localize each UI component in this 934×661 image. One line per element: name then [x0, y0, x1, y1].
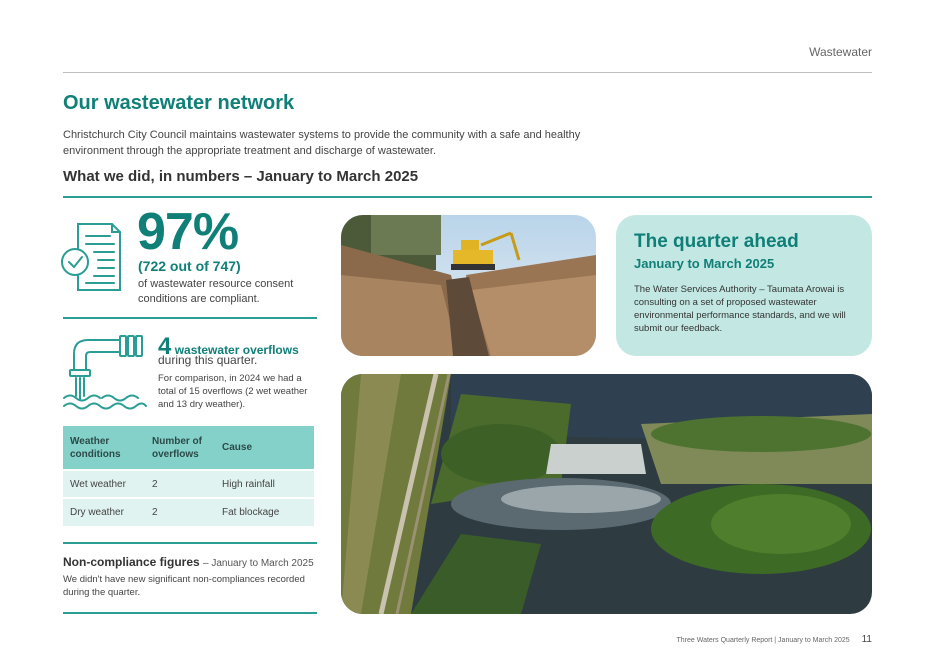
pipe-overflow-icon: [62, 330, 148, 412]
overflow-table: [63, 426, 314, 526]
non-compliance-divider-bottom: [63, 612, 317, 614]
overflow-period: during this quarter.: [158, 353, 258, 367]
intro-text: Christchurch City Council maintains wastewater systems to provide the community with a safe and healthy environment through the appropriate treatment and discharge of wastewater.: [63, 129, 581, 157]
numbers-heading: What we did, in numbers – January to March 2025: [63, 168, 419, 185]
table-header: Number of overflows: [145, 426, 215, 470]
non-compliance-divider-top: [63, 542, 317, 544]
footer-report: Three Waters Quarterly Report | January to March 2025: [676, 637, 850, 644]
quarter-ahead-title: The quarter ahead: [634, 231, 799, 252]
page-title: Our wastewater network: [63, 92, 295, 114]
aerial-weir-photo: [341, 374, 872, 614]
compliance-fraction: (722 out of 747): [138, 258, 241, 274]
non-compliance-body: We didn't have new significant non-compliances recorded during the quarter.: [63, 574, 305, 598]
table-cell: Dry weather: [63, 498, 145, 526]
table-cell: High rainfall: [215, 470, 314, 498]
overflow-comparison: For comparison, in 2024 we had a total of 15 overflows (2 wet weather and 13 dry weather).: [158, 373, 308, 410]
non-compliance-title: Non-compliance figures: [63, 555, 200, 569]
table-row: [63, 498, 314, 526]
quarter-ahead-card: [616, 215, 872, 356]
overflow-label: wastewater overflows: [174, 343, 299, 357]
non-compliance-period: – January to March 2025: [203, 558, 314, 569]
table-header: Weather conditions: [63, 426, 145, 470]
compliance-divider: [63, 317, 317, 319]
top-divider: [63, 72, 872, 73]
quarter-ahead-body: The Water Services Authority – Taumata Arowai is consulting on a set of proposed wastewater environmental performance standards, and we will submit our feedback.: [634, 284, 846, 334]
table-header-row: [63, 426, 314, 470]
checklist-icon: [60, 220, 124, 294]
table-header: Cause: [215, 426, 314, 470]
table-cell: Fat blockage: [215, 498, 314, 526]
page-number: 11: [861, 634, 872, 645]
table-cell: 2: [145, 498, 215, 526]
trench-excavation-photo: [341, 215, 596, 356]
section-label: Wastewater: [809, 45, 872, 59]
page-footer: [677, 634, 872, 645]
table-cell: 2: [145, 470, 215, 498]
compliance-description: of wastewater resource consent conditions are compliant.: [138, 278, 294, 305]
compliance-percent: 97%: [137, 203, 239, 261]
quarter-ahead-subtitle: January to March 2025: [634, 256, 775, 271]
table-cell: Wet weather: [63, 470, 145, 498]
non-compliance-heading: [63, 555, 314, 569]
numbers-divider: [63, 196, 872, 198]
overflow-count: 4: [158, 333, 172, 360]
table-row: [63, 470, 314, 498]
